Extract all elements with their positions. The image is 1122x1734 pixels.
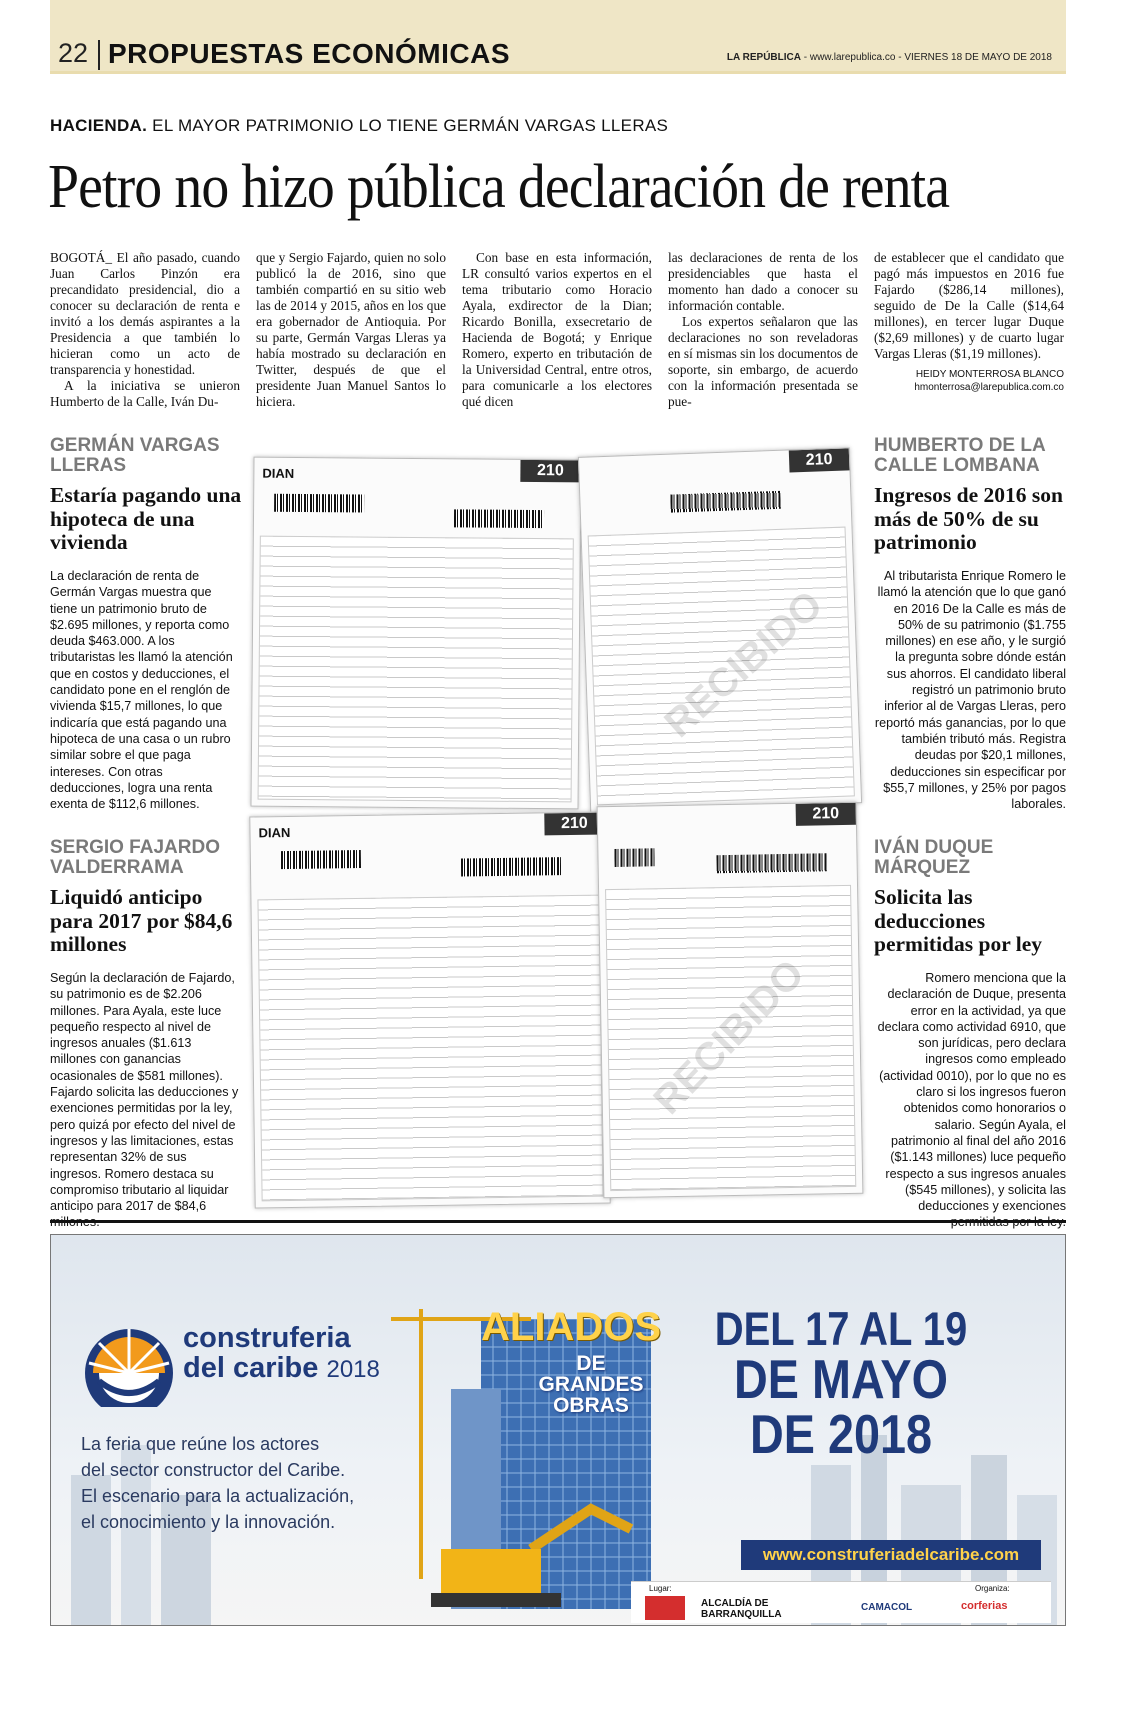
paragraph: las declaraciones de renta de los presidenciables que hasta el momento han dado a conocer su información contable.	[668, 250, 858, 313]
barcode	[716, 853, 826, 873]
ad-desc-line: el conocimiento y la innovación.	[81, 1512, 336, 1532]
barcode	[614, 848, 654, 867]
barcode	[461, 857, 561, 876]
dates-line-1: DEL 17 AL 19	[714, 1302, 968, 1355]
kicker-text: EL MAYOR PATRIMONIO LO TIENE GERMÁN VARGAS LLERAS	[147, 116, 669, 135]
label-place: Lugar:	[649, 1584, 672, 1593]
masthead	[727, 52, 1052, 63]
kicker-topic: HACIENDA.	[50, 116, 148, 135]
slogan-sub: DE GRANDES OBRAS	[538, 1352, 644, 1417]
sidebar-vargas-subhead: Estaría pagando una hipoteca de una vivienda	[50, 483, 242, 554]
tax-form-delacalle	[578, 447, 862, 812]
barcode	[274, 494, 364, 513]
section-title: PROPUESTAS ECONÓMICAS	[108, 38, 511, 69]
article-column-3	[462, 250, 652, 410]
tax-form-fajardo	[249, 812, 610, 1209]
brand-line-2: del caribe	[183, 1352, 319, 1384]
brand-year: 2018	[326, 1356, 380, 1383]
received-stamp: RECIBIDO	[656, 582, 832, 747]
tax-form-duque	[597, 802, 864, 1198]
label-organizer: Organiza:	[975, 1584, 1010, 1593]
sidebar-duque-subhead: Solicita las deducciones permitidas por ley	[874, 885, 1043, 956]
ad-desc-line: La feria que reúne los actores	[81, 1434, 320, 1454]
event-dates	[714, 1302, 969, 1465]
byline-email: hmonterrosa@larepublica.com.co	[914, 382, 1064, 393]
ad-description	[81, 1431, 421, 1535]
barcode	[670, 491, 781, 513]
article-column-4	[668, 250, 858, 410]
section-divider	[50, 1220, 1066, 1223]
dian-logo: DIAN	[258, 824, 291, 841]
sidebar-vargas-body: La declaración de renta de Germán Vargas muestra que tiene un patrimonio bruto de $2.695 millones, y reporta como deuda $463.000. A los tributaristas les llamó la atención que en costos y deducciones, el candidato pone en el renglón de vivienda $15,7 millones, lo que indicaría que está pagando una hipoteca de una casa o un rubro similar sobre el que paga intereses. Con otras deducciones, logra una renta exenta de $112,6 millones.	[50, 569, 233, 812]
page-number: 22	[58, 38, 89, 68]
dates-line-2: DE MAYO	[734, 1348, 948, 1410]
dian-logo: DIAN	[262, 465, 295, 481]
sidebar-delacalle-name: HUMBERTO DE LA CALLE LOMBANA	[874, 435, 1045, 476]
form-number: 210	[796, 803, 856, 826]
headline: Petro no hizo pública declaración de renta	[48, 153, 950, 221]
slogan-main: ALIADOS	[481, 1305, 661, 1349]
brand-line-1: construferia	[183, 1322, 351, 1354]
sponsor-strip	[631, 1581, 1051, 1623]
sidebar-delacalle-subhead: Ingresos de 2016 son más de 50% de su patrimonio	[874, 483, 1063, 554]
website-link[interactable]: www.construferiadelcaribe.com	[741, 1540, 1041, 1570]
form-number: 210	[544, 813, 604, 836]
construferia-logo-icon	[77, 1315, 181, 1407]
paragraph: BOGOTÁ_ El año pasado, cuando Juan Carlos Pinzón era precandidato presidencial, dio a conocer su declaración de renta e invitó a los demás aspirantes a la Presidencia a que también lo hicieran como un acto de transparencia y honestidad.	[50, 250, 240, 377]
sponsor-camacol: CAMACOL	[861, 1602, 913, 1613]
sidebar-duque-body: Romero menciona que la declaración de Duque, presenta error en la actividad, ya que declara como actividad 6910, que son jurídicas, pero declara ingresos como empleado (actividad 0010), por lo que no es claro si los ingresos fueron obtenidos como honorarios o salario. Según Ayala, el patrimonio al final del año 2016 ($1.143 millones) luce pequeño respecto a sus ingresos anuales ($545 millones), y solicita las deducciones y exenciones	[877, 971, 1066, 1214]
sidebar-delacalle-body: Al tributarista Enrique Romero le llamó la atención que lo que ganó en 2016 De la Calle es más de 50% de su patrimonio ($1.755 millones) en ese año, y le surgió la pregunta sobre dónde están sus ahorros. El candidato liberal registró un patrimonio bruto inferior al de Vargas Lleras, pero reportó más ganancias, por lo que también tributó más. Registra deudas por $20,1 millones, deducciones sin especificar por $55,7 millones, y 25% por pagos laborales.	[874, 569, 1066, 812]
construferia-wordmark	[183, 1323, 380, 1385]
sidebar-fajardo-body: Según la declaración de Fajardo, su patrimonio es de $2.206 millones. Para Ayala, este luce pequeño respecto al nivel de ingresos anuales ($1.613 millones con ganancias ocasionales de $581 millones). Fajardo solicita las deducciones y exenciones permitidas por la ley, pero quizá por efecto del nivel de ingresos y las limitaciones, estas representan 32% de sus ingresos. Romero destaca su compromiso tributario al liquidar anticipo para 2017 de $84,6	[50, 971, 239, 1214]
ad-desc-line: El escenario para la actualización,	[81, 1486, 355, 1506]
header-divider	[98, 40, 100, 70]
form-number: 210	[520, 460, 580, 483]
dates-line-3: DE 2018	[750, 1403, 932, 1465]
paragraph: Con base en esta información, LR consultó varios expertos en el tema tributario como Horacio Ayala, exdirector de la Dian; Ricardo Bonilla, exsecretario de Hacienda de Bogotá; y Enrique Romero, experto en tributación de la Universidad Central, entre otros, para comunicarle a los electores qué dicen	[462, 250, 652, 409]
paragraph: Los expertos señalaron que las declaraciones no son reveladoras en sí mismas sin los documentos de soporte, sin embargo, de acuerdo con la información presentada se pue-	[668, 314, 858, 409]
byline	[874, 368, 1064, 394]
sidebar-fajardo-subhead: Liquidó anticipo para 2017 por $84,6 millones	[50, 885, 233, 956]
paragraph: que y Sergio Fajardo, quien no solo publicó la de 2016, sino que también compartió en su sitio web las de 2014 y 2015, años en los que era gobernador de Antioquia. Por su parte, Germán Vargas Lleras ya había mostrado su declaración en Twitter, después de que el presidente Juan Manuel Santos lo hiciera.	[256, 250, 446, 409]
article-column-5	[874, 250, 1064, 394]
sponsor-corferias: corferias	[961, 1600, 1008, 1612]
form-number: 210	[789, 448, 850, 472]
masthead-name: LA REPÚBLICA	[726, 52, 801, 63]
article-column-2	[256, 250, 446, 410]
masthead-date: - www.larepublica.co - VIERNES 18 DE MAYO DE 2018	[800, 52, 1052, 63]
sidebar-fajardo-name: SERGIO FAJARDO VALDERRAMA	[50, 837, 220, 878]
sidebar-duque-name: IVÁN DUQUE MÁRQUEZ	[874, 837, 994, 878]
kicker	[50, 116, 668, 136]
form-table	[257, 895, 603, 1202]
sidebar-vargas-name: GERMÁN VARGAS LLERAS	[50, 435, 220, 476]
tax-form-vargas	[250, 457, 581, 810]
received-stamp: RECIBIDO	[645, 951, 813, 1123]
sponsor-alcaldia: ALCALDÍA DE BARRANQUILLA	[701, 1598, 782, 1620]
barcode	[454, 509, 544, 528]
venue-logo	[645, 1596, 685, 1620]
article-column-1	[50, 250, 240, 410]
byline-name: HEIDY MONTERROSA BLANCO	[915, 369, 1064, 380]
form-table	[258, 536, 574, 803]
paragraph: A la iniciativa se unieron Humberto de la Calle, Iván Du-	[50, 378, 240, 409]
ad-desc-line: del sector constructor del Caribe.	[81, 1460, 346, 1480]
advertisement	[50, 1234, 1066, 1626]
barcode	[281, 850, 361, 869]
paragraph: de establecer que el candidato que pagó más impuestos en 2016 fue Fajardo ($286,14 millones), seguido de De la Calle ($14,64 millones), en tercer lugar Duque ($2,69 millones) y de cuarto lugar Vargas Lleras ($1,19 millones).	[874, 250, 1064, 361]
